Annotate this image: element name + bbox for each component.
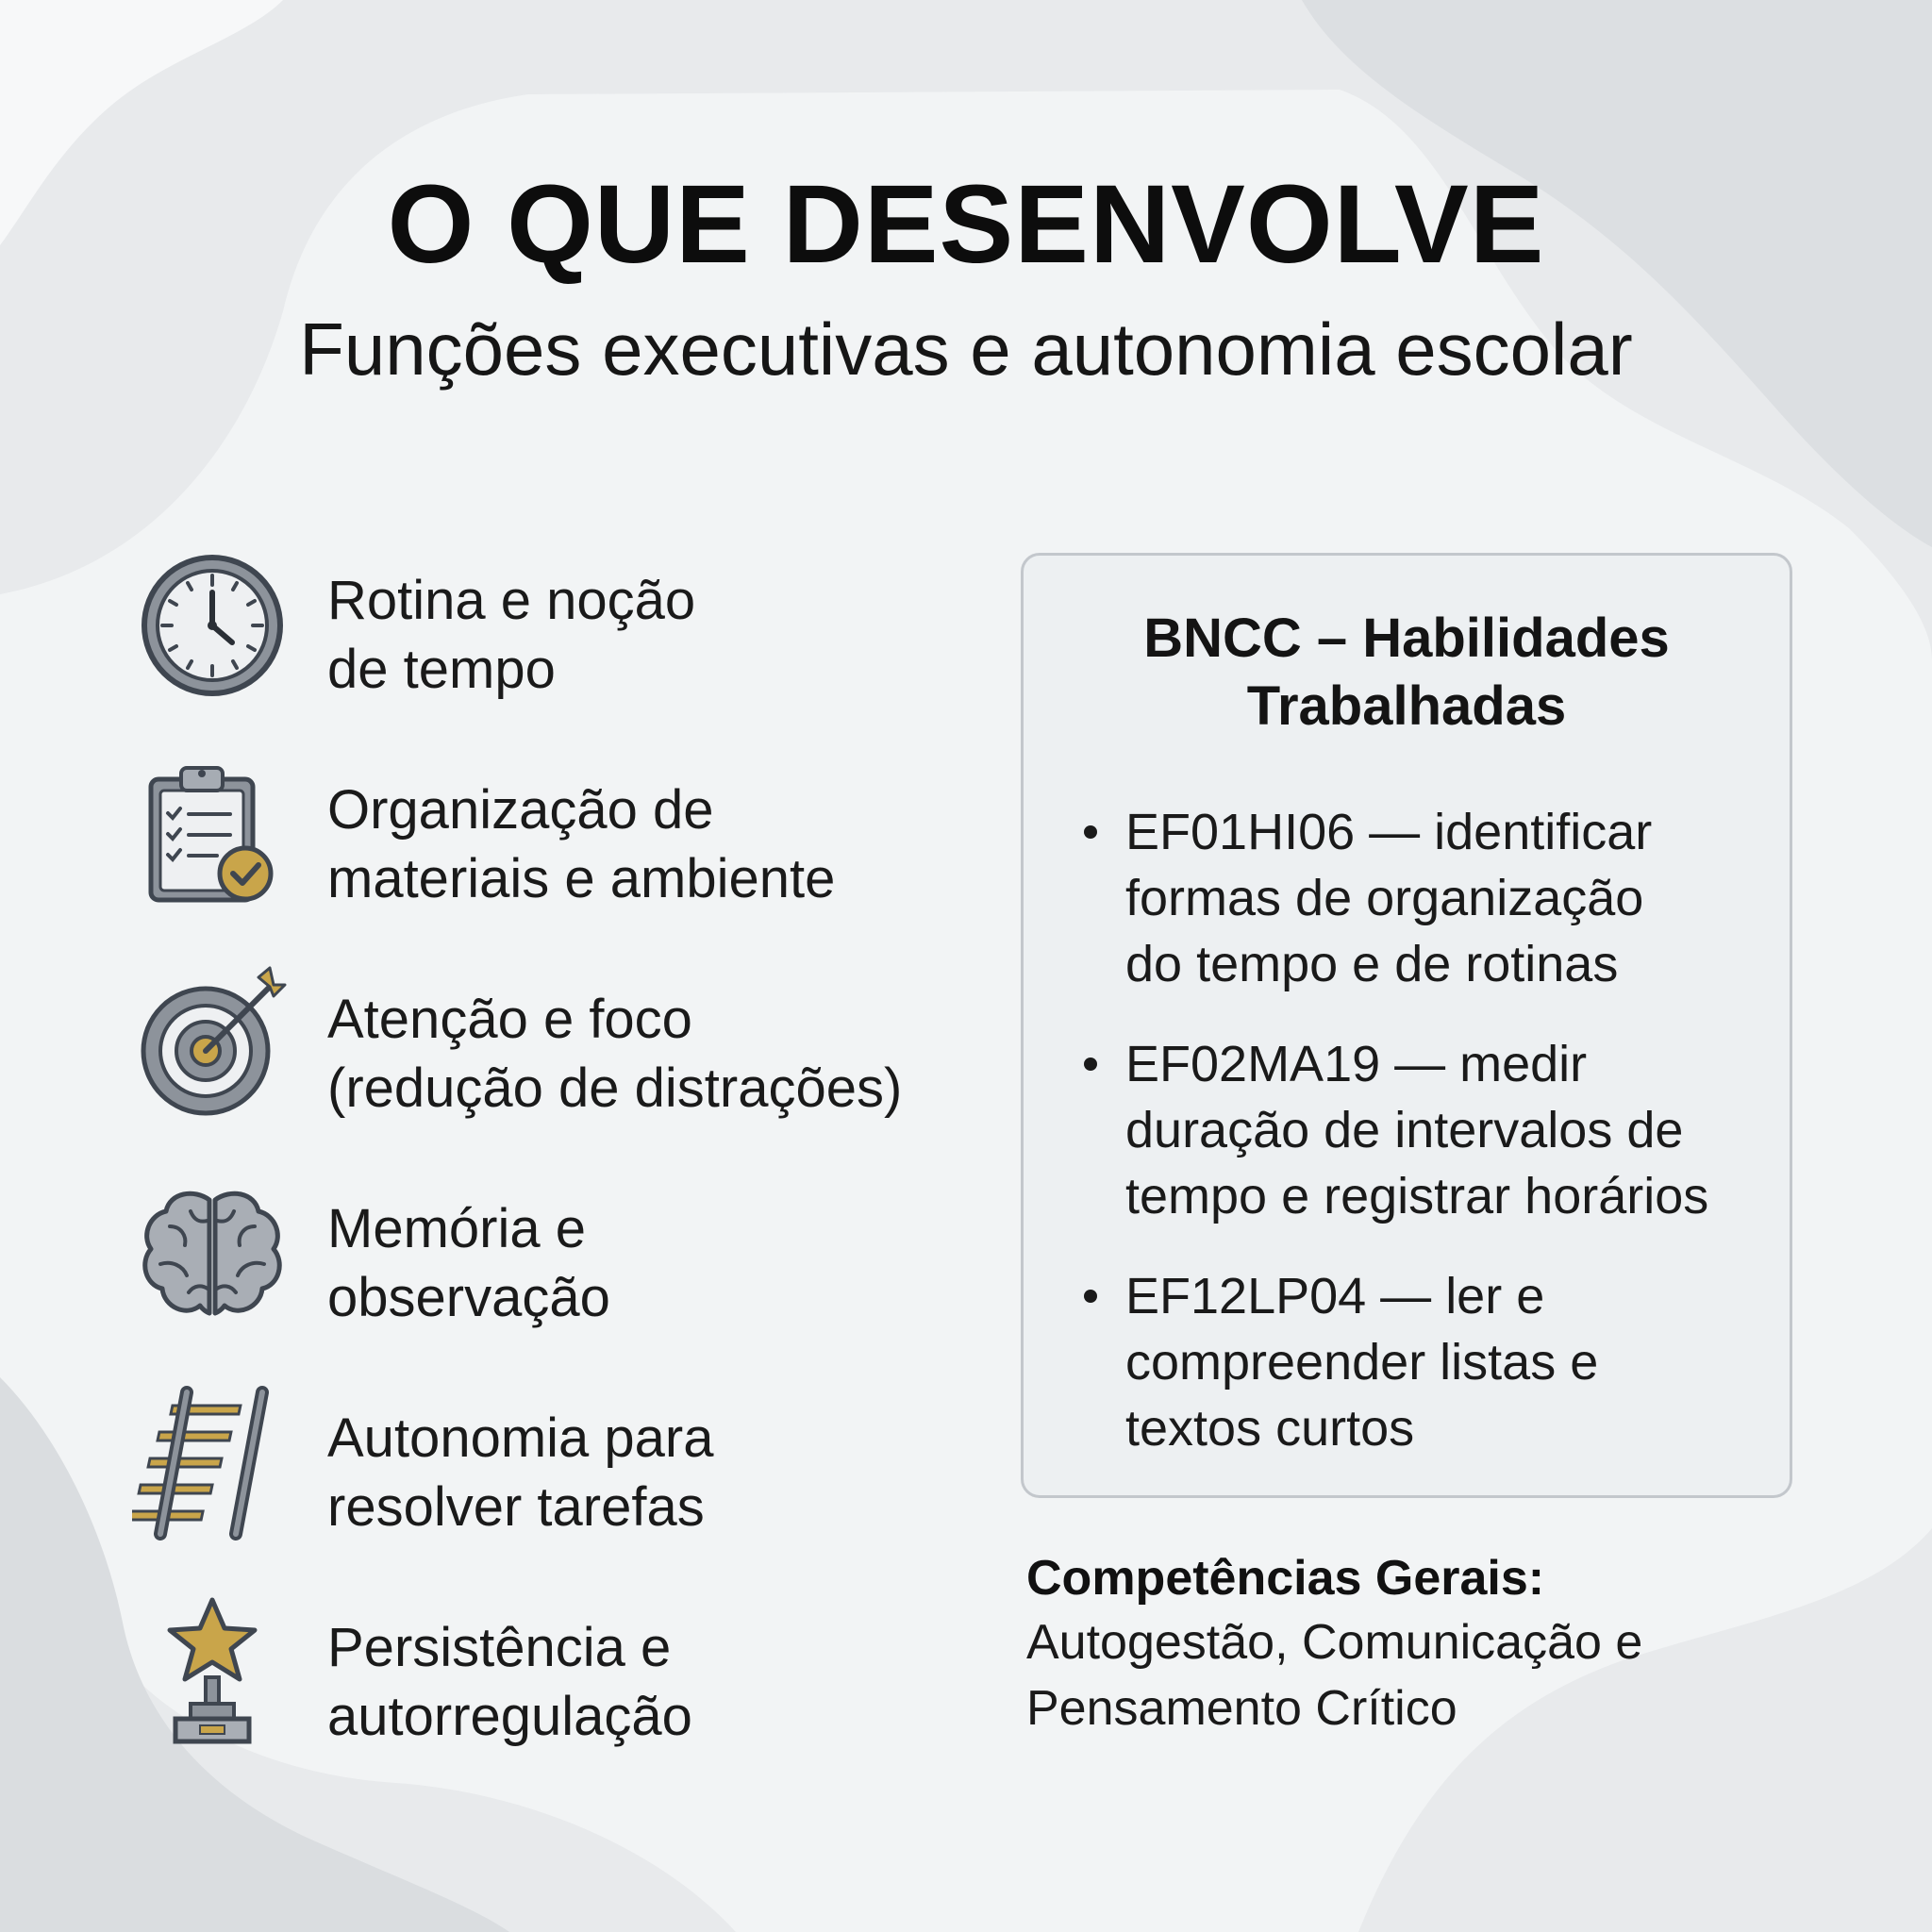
- bncc-title: BNCC – Habilidades Trabalhadas: [1143, 608, 1670, 737]
- bullet-icon: [1084, 825, 1097, 839]
- brain-icon: [132, 1174, 292, 1334]
- bullet-icon: [1084, 1058, 1097, 1071]
- page-subtitle: Funções executivas e autonomia escolar: [299, 308, 1633, 391]
- clock-icon: [132, 545, 292, 706]
- clipboard-checklist-icon: [132, 755, 292, 915]
- feature-item-rotina: [132, 545, 981, 706]
- bullet-icon: [1084, 1290, 1097, 1303]
- feature-label: Autonomia para resolver tarefas: [327, 1407, 714, 1538]
- feature-item-organizacao: [132, 755, 981, 915]
- trophy-star-icon: [132, 1592, 292, 1753]
- bncc-skills-box: [1021, 553, 1792, 1498]
- skill-item: EF12LP04 — ler e compreender listas e textos curtos: [1125, 1263, 1786, 1461]
- competencias-text: Autogestão, Comunicação e Pensamento Crítico: [1026, 1615, 1643, 1736]
- feature-label: Rotina e noção de tempo: [327, 570, 696, 700]
- skill-item: EF01HI06 — identificar formas de organização do tempo e de rotinas: [1125, 799, 1786, 997]
- target-arrow-icon: [132, 964, 292, 1124]
- page-title: O QUE DESENVOLVE: [387, 162, 1545, 287]
- feature-label: Atenção e foco (redução de distrações): [327, 989, 903, 1119]
- skill-item: EF02MA19 — medir duração de intervalos de tempo e registrar horários: [1125, 1031, 1786, 1229]
- feature-label: Organização de materiais e ambiente: [327, 779, 836, 909]
- feature-item-memoria: [132, 1174, 981, 1334]
- feature-label: Persistência e autorregulação: [327, 1617, 692, 1747]
- competencias-heading: Competências Gerais:: [1026, 1551, 1545, 1606]
- feature-item-persistencia: [132, 1592, 981, 1753]
- feature-item-autonomia: [132, 1383, 981, 1543]
- ladder-icon: [132, 1383, 292, 1543]
- feature-item-atencao: [132, 964, 981, 1124]
- feature-label: Memória e observação: [327, 1198, 610, 1328]
